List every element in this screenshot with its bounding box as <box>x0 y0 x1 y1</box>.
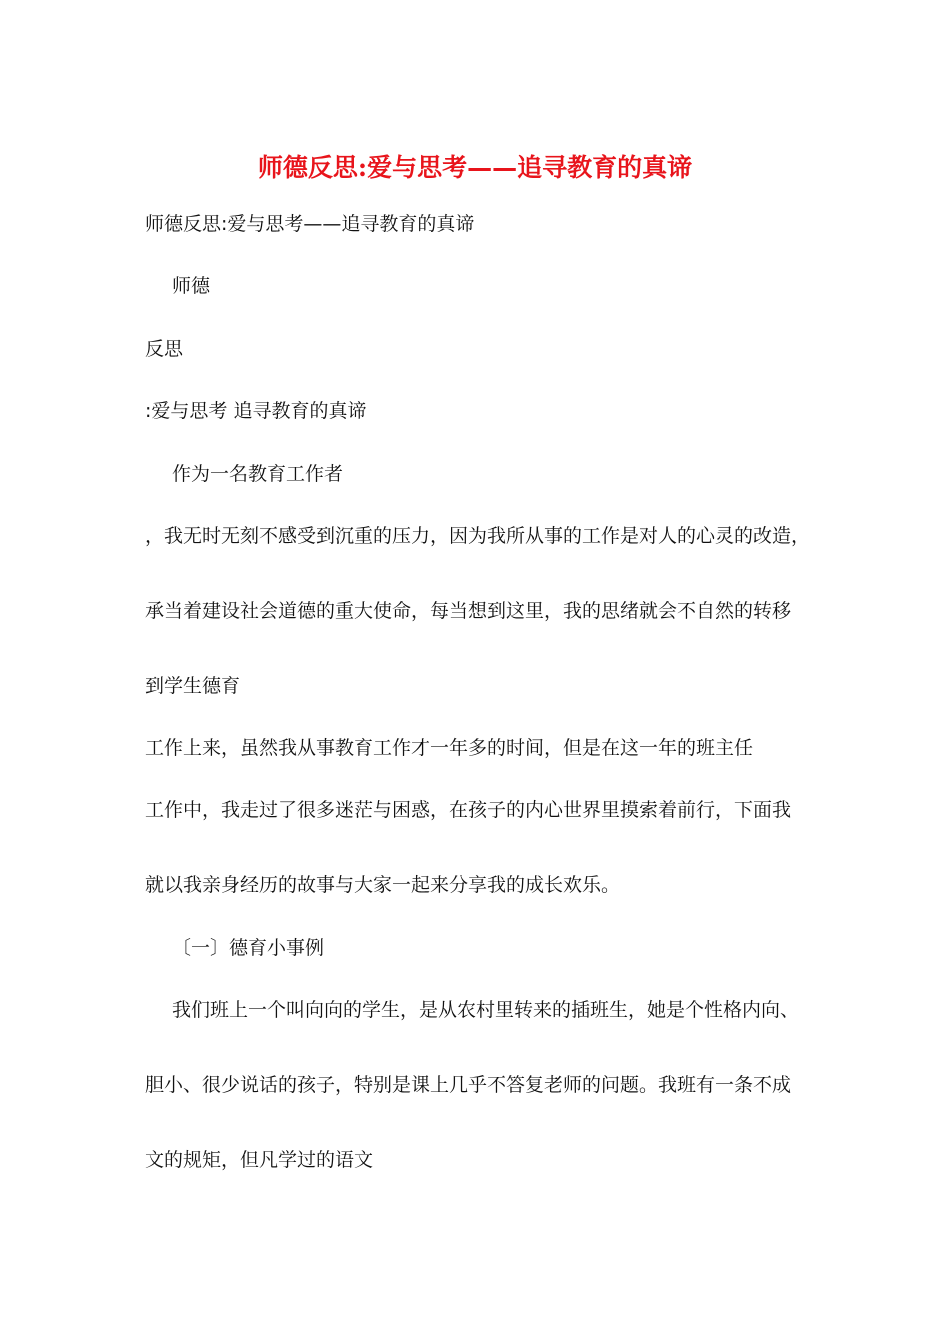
paragraph-line: 反思 <box>145 338 184 360</box>
section-heading: 〔一〕德育小事例 <box>172 937 325 959</box>
paragraph-line: 作为一名教育工作者 <box>172 463 344 485</box>
paragraph-line: :爱与思考 追寻教育的真谛 <box>145 400 367 422</box>
paragraph-line: 到学生德育 <box>145 675 241 697</box>
paragraph-line: 承当着建设社会道德的重大使命，每当想到这里，我的思绪就会不自然的转移 <box>145 600 792 622</box>
paragraph-line: 师德 <box>172 275 211 297</box>
paragraph-line: 就以我亲身经历的故事与大家一起来分享我的成长欢乐。 <box>145 874 621 896</box>
subtitle-line: 师德反思:爱与思考——追寻教育的真谛 <box>145 213 475 235</box>
paragraph-line: 工作上来，虽然我从事教育工作才一年多的时间，但是在这一年的班主任 <box>145 737 754 759</box>
paragraph-line: 工作中，我走过了很多迷茫与困惑，在孩子的内心世界里摸索着前行，下面我 <box>145 799 792 821</box>
paragraph-line: ，我无时无刻不感受到沉重的压力，因为我所从事的工作是对人的心灵的改造， <box>145 525 811 547</box>
paragraph-line: 胆小、很少说话的孩子，特别是课上几乎不答复老师的问题。我班有一条不成 <box>145 1074 792 1096</box>
document-title: 师德反思:爱与思考——追寻教育的真谛 <box>257 153 693 182</box>
paragraph-line: 我们班上一个叫向向的学生，是从农村里转来的插班生，她是个性格内向、 <box>172 999 800 1021</box>
paragraph-line: 文的规矩，但凡学过的语文 <box>145 1149 374 1171</box>
